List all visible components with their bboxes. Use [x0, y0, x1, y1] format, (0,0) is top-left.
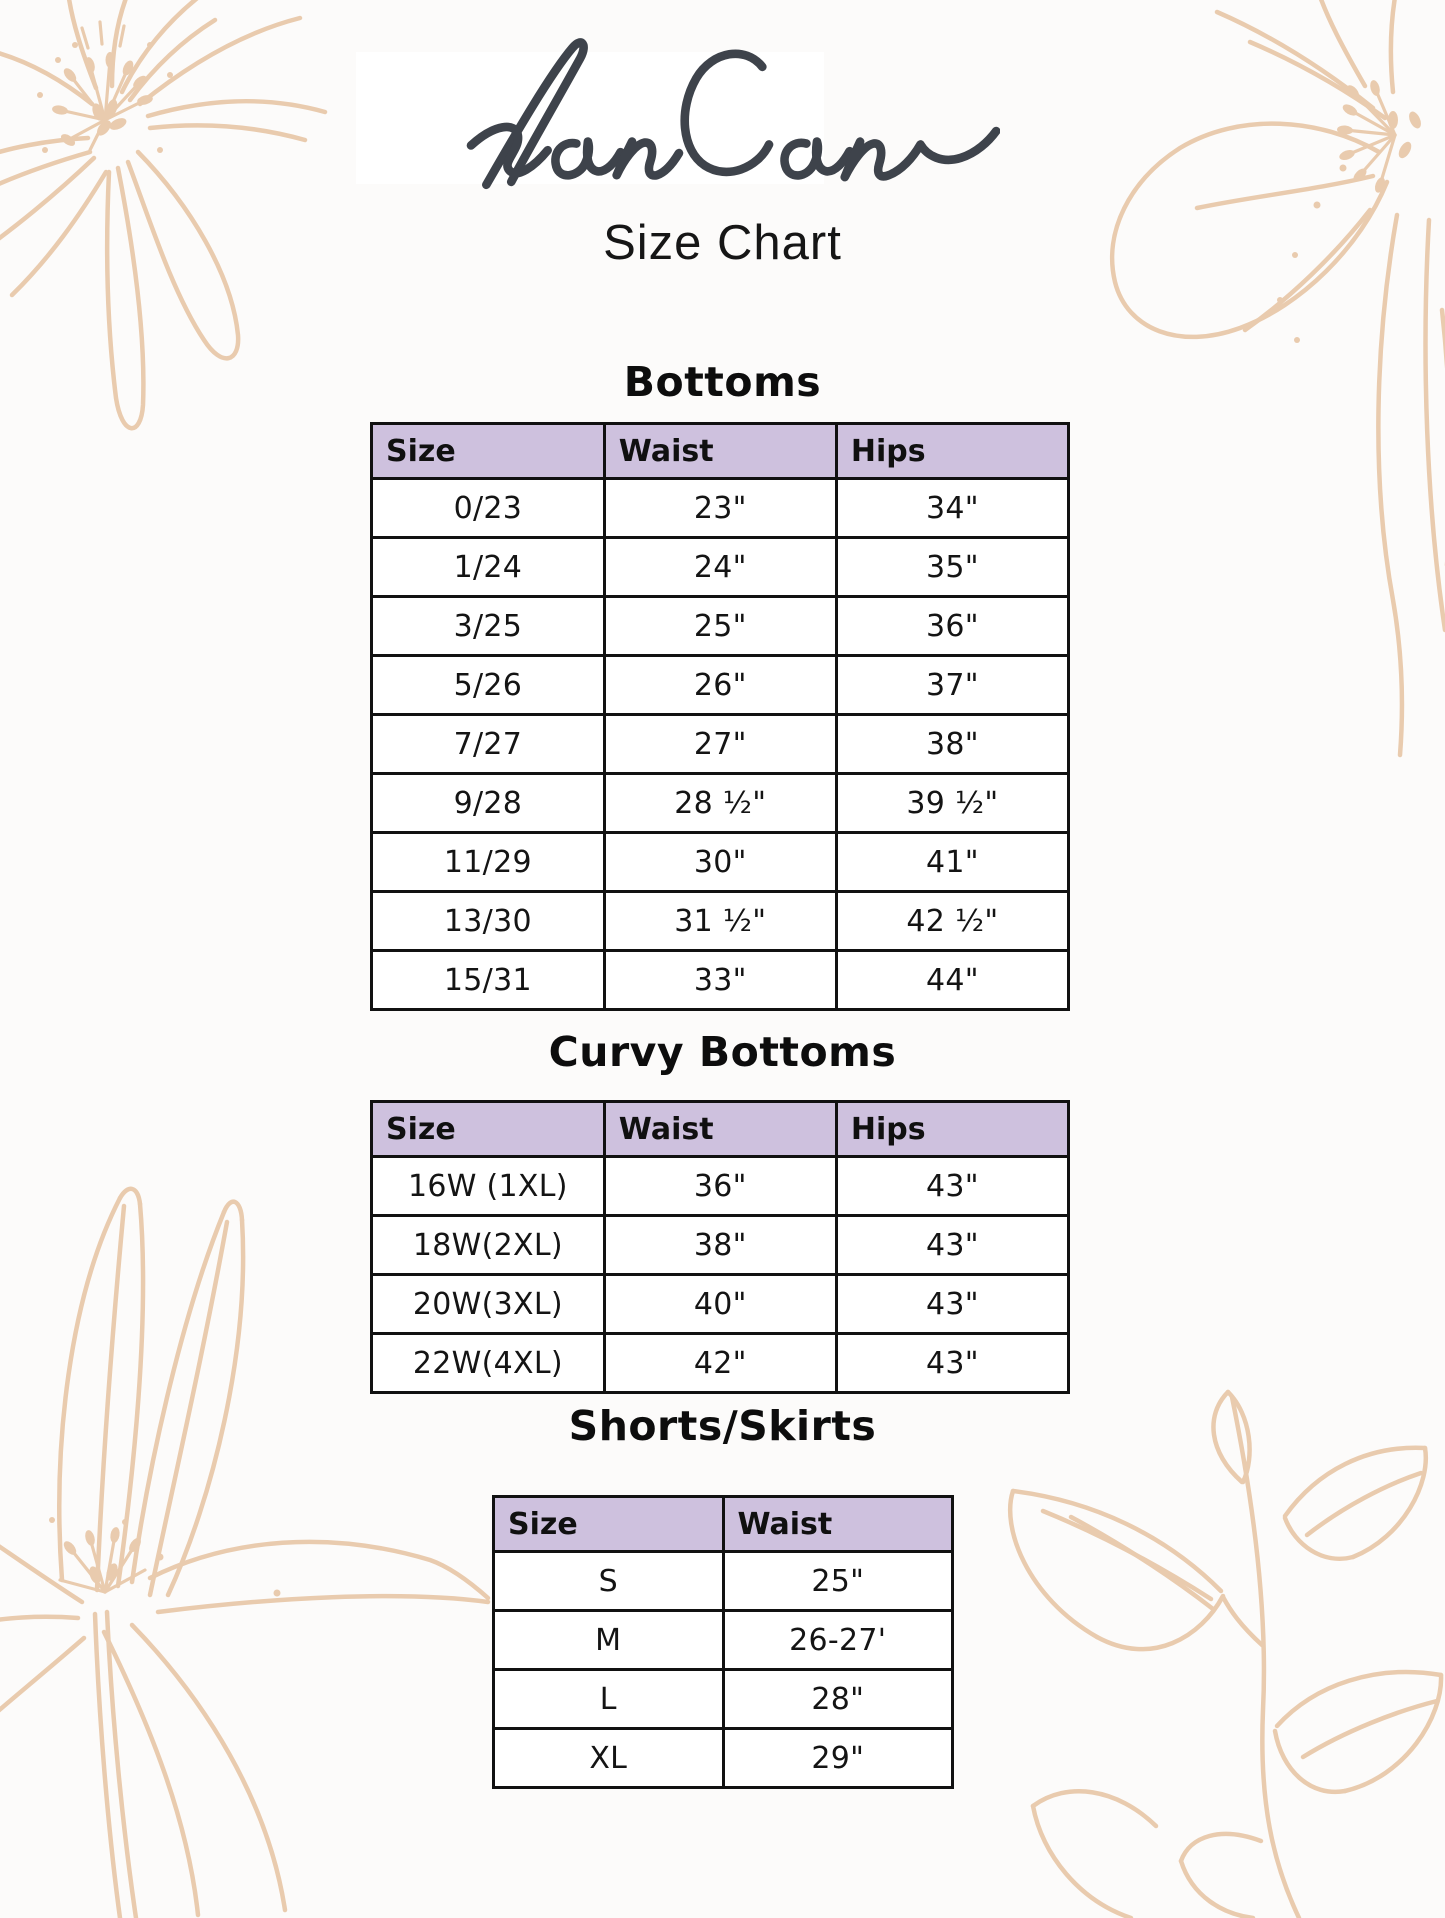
- table-row: [372, 951, 1069, 1010]
- bottoms-table: [370, 422, 1070, 1011]
- table-row: [372, 1275, 1069, 1334]
- table-row: [372, 656, 1069, 715]
- table-row: [372, 1157, 1069, 1216]
- hips-cell: 43": [836, 1334, 1068, 1393]
- hips-cell: 39 ½": [836, 774, 1068, 833]
- waist-cell: 42": [604, 1334, 836, 1393]
- size-cell: 0/23: [372, 479, 605, 538]
- hips-cell: 35": [836, 538, 1068, 597]
- hips-cell: 43": [836, 1216, 1068, 1275]
- column-header-waist: Waist: [604, 1102, 836, 1157]
- column-header-size: Size: [494, 1497, 724, 1552]
- size-cell: 22W(4XL): [372, 1334, 605, 1393]
- waist-cell: 28": [723, 1670, 953, 1729]
- hips-cell: 43": [836, 1275, 1068, 1334]
- table-row: [372, 715, 1069, 774]
- waist-cell: 26-27': [723, 1611, 953, 1670]
- table-row: [372, 1216, 1069, 1275]
- waist-cell: 24": [604, 538, 836, 597]
- column-header-hips: Hips: [836, 424, 1068, 479]
- table-header-row: [372, 1102, 1069, 1157]
- table-row: [372, 597, 1069, 656]
- size-cell: 9/28: [372, 774, 605, 833]
- waist-cell: 29": [723, 1729, 953, 1788]
- hips-cell: 41": [836, 833, 1068, 892]
- size-cell: L: [494, 1670, 724, 1729]
- section-title-shorts-skirts: Shorts/Skirts: [568, 1402, 877, 1450]
- hips-cell: 36": [836, 597, 1068, 656]
- hips-cell: 42 ½": [836, 892, 1068, 951]
- curvy-bottoms-table: [370, 1100, 1070, 1394]
- size-cell: 3/25: [372, 597, 605, 656]
- waist-cell: 27": [604, 715, 836, 774]
- table-row: [372, 1334, 1069, 1393]
- size-cell: M: [494, 1611, 724, 1670]
- waist-cell: 26": [604, 656, 836, 715]
- column-header-hips: Hips: [836, 1102, 1068, 1157]
- hips-cell: 34": [836, 479, 1068, 538]
- hips-cell: 38": [836, 715, 1068, 774]
- size-cell: S: [494, 1552, 724, 1611]
- size-cell: 5/26: [372, 656, 605, 715]
- size-cell: XL: [494, 1729, 724, 1788]
- size-cell: 15/31: [372, 951, 605, 1010]
- size-cell: 7/27: [372, 715, 605, 774]
- size-cell: 13/30: [372, 892, 605, 951]
- column-header-waist: Waist: [723, 1497, 953, 1552]
- kancan-logo: [425, 26, 1000, 194]
- waist-cell: 30": [604, 833, 836, 892]
- waist-cell: 31 ½": [604, 892, 836, 951]
- table-header-row: [372, 424, 1069, 479]
- table-row: [494, 1729, 953, 1788]
- table-row: [494, 1552, 953, 1611]
- waist-cell: 28 ½": [604, 774, 836, 833]
- section-title-curvy-bottoms: Curvy Bottoms: [548, 1028, 897, 1076]
- section-title-bottoms: Bottoms: [623, 358, 822, 406]
- leaf-branch-sketch-bottom-right: [985, 1385, 1445, 1918]
- size-cell: 16W (1XL): [372, 1157, 605, 1216]
- table-row: [372, 774, 1069, 833]
- table-header-row: [494, 1497, 953, 1552]
- hips-cell: 37": [836, 656, 1068, 715]
- waist-cell: 36": [604, 1157, 836, 1216]
- waist-cell: 40": [604, 1275, 836, 1334]
- shorts-skirts-table: [492, 1495, 954, 1789]
- table-row: [494, 1611, 953, 1670]
- table-row: [372, 833, 1069, 892]
- waist-cell: 25": [723, 1552, 953, 1611]
- hips-cell: 43": [836, 1157, 1068, 1216]
- size-cell: 1/24: [372, 538, 605, 597]
- size-cell: 11/29: [372, 833, 605, 892]
- table-row: [494, 1670, 953, 1729]
- waist-cell: 33": [604, 951, 836, 1010]
- column-header-waist: Waist: [604, 424, 836, 479]
- column-header-size: Size: [372, 424, 605, 479]
- table-row: [372, 538, 1069, 597]
- waist-cell: 25": [604, 597, 836, 656]
- size-cell: 20W(3XL): [372, 1275, 605, 1334]
- table-row: [372, 479, 1069, 538]
- size-cell: 18W(2XL): [372, 1216, 605, 1275]
- waist-cell: 38": [604, 1216, 836, 1275]
- column-header-size: Size: [372, 1102, 605, 1157]
- hips-cell: 44": [836, 951, 1068, 1010]
- table-row: [372, 892, 1069, 951]
- page-title: Size Chart: [603, 216, 842, 270]
- waist-cell: 23": [604, 479, 836, 538]
